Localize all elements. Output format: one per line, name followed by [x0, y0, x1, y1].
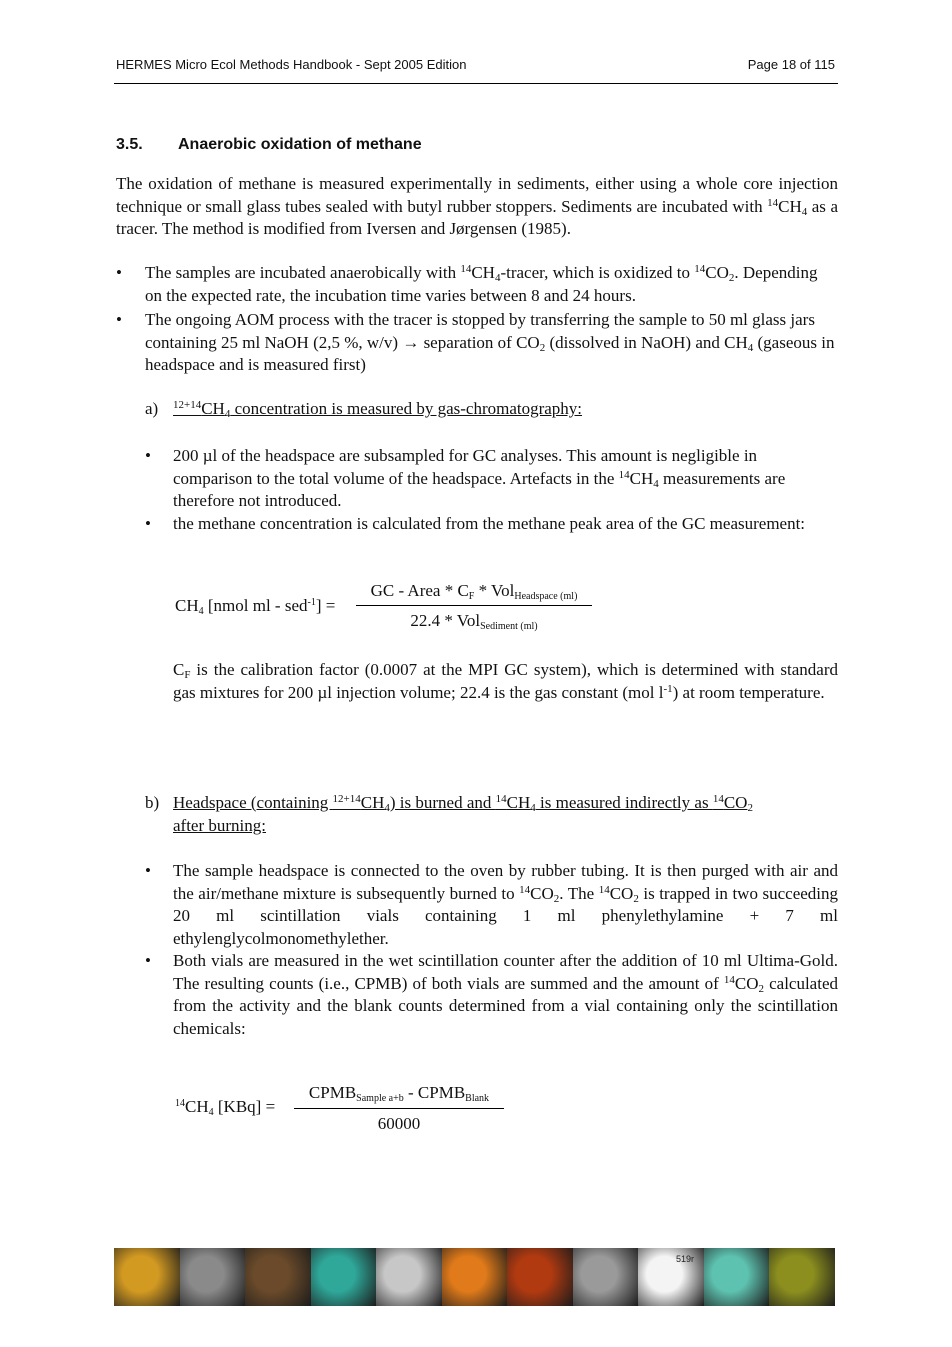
- intro-paragraph: [116, 173, 838, 241]
- bullet-item: [173, 950, 838, 1040]
- text: is the calibration factor (0.0007 at the MPI GC system), which is determined with standard gas mixtures for 200 µl injection volume; 22.4 is the gas constant (mol l: [173, 660, 838, 702]
- footer-image-label: 519r: [676, 1254, 695, 1264]
- sub: 4: [653, 477, 659, 490]
- footer-image-strip: [114, 1248, 835, 1306]
- footer-image-tile: [573, 1248, 639, 1306]
- sup: 12+14: [332, 793, 361, 805]
- text: CO: [734, 973, 759, 993]
- footer-image-tile: [769, 1248, 835, 1306]
- text: is trapped in two succeeding 20 ml scintillation vials containing 1 ml phenylethylamine + 7 ml ethylenglycolmonomethylether.: [173, 883, 839, 948]
- sup: 14: [460, 263, 472, 275]
- bullet-dot: •: [145, 861, 151, 880]
- footer-image-tile: [376, 1248, 442, 1306]
- sub: 2: [539, 341, 546, 354]
- sub: 4: [530, 802, 536, 814]
- text: (dissolved in NaOH) and CH: [545, 332, 748, 352]
- text: ) at room temperature.: [672, 682, 825, 702]
- footer-image-tile: [704, 1248, 770, 1306]
- sub: 2: [747, 802, 753, 814]
- bullet-dot: •: [145, 514, 151, 533]
- sub: 2: [553, 892, 560, 905]
- bullet-item: [145, 309, 838, 377]
- calibration-note: [173, 659, 838, 704]
- formula-b-denominator: 60000: [377, 1114, 421, 1133]
- text: CH: [629, 468, 654, 488]
- text: Headspace (containing: [173, 793, 333, 812]
- formula-b-numerator: [294, 1083, 504, 1103]
- text: after burning:: [173, 815, 266, 835]
- text: 22.4 * Vol: [410, 611, 481, 630]
- text: . Depending on the expected rate, the incubation time varies between 8 and 24 hours.: [145, 263, 818, 305]
- sup: -1: [663, 682, 673, 695]
- bullet-dot: •: [116, 263, 122, 282]
- sub: Headspace (ml): [514, 591, 578, 602]
- text: the methane concentration is calculated from the methane peak area of the GC measurement:: [173, 514, 806, 533]
- text: (gaseous in headspace and is measured first): [145, 332, 835, 374]
- text: CPMB: [308, 1083, 357, 1102]
- text: concentration is measured by gas-chromatography:: [230, 399, 583, 418]
- sup: 12+14: [173, 399, 202, 411]
- text: * Vol: [474, 581, 515, 600]
- sup: 14: [495, 793, 507, 805]
- part-a-heading: [173, 398, 838, 421]
- footer-image-tile: [114, 1248, 180, 1306]
- formula-denominator: [356, 611, 592, 631]
- sub: 2: [728, 272, 735, 284]
- text: CO: [705, 263, 729, 282]
- fraction-bar: [356, 605, 592, 606]
- text: Both vials are measured in the wet scintillation counter after the addition of 10 ml Ultima-Gold. The resulting counts (i.e., CPMB) of both vials are summed and the amount of: [173, 951, 838, 993]
- text: - CPMB: [403, 1083, 466, 1102]
- sup: 14: [723, 973, 735, 986]
- sub: 4: [224, 408, 231, 420]
- sup: 14: [175, 1098, 185, 1109]
- text: CO: [609, 883, 634, 903]
- text: CO: [530, 883, 554, 903]
- footer-image-tile: [311, 1248, 377, 1306]
- sub: Blank: [465, 1093, 490, 1104]
- sub: 4: [198, 606, 204, 617]
- formula-lhs: [175, 596, 335, 616]
- sup: 14: [598, 883, 610, 896]
- text: The sample headspace is connected to the oven by rubber tubing. It is then purged with air and the air/methane mixture is subsequently burned to: [173, 861, 838, 903]
- sub: Sample a+b: [356, 1093, 404, 1104]
- text: CH: [506, 793, 531, 812]
- bullet-dot: •: [116, 310, 122, 329]
- footer-image-tile: [442, 1248, 508, 1306]
- text: calculated from the activity and the blank counts determined from a vial containing only the scintillation chemicals:: [173, 973, 838, 1038]
- text: is measured indirectly as: [535, 793, 713, 812]
- text: CH: [360, 793, 385, 812]
- footer-image-tile: [507, 1248, 573, 1306]
- part-b-heading: [173, 792, 838, 837]
- text: CH: [175, 596, 199, 615]
- sub: Sediment (ml): [480, 621, 538, 632]
- bullet-item: [145, 262, 838, 307]
- intro-text-2: as a tracer. The method is modified from Iversen and Jørgensen (1985).: [116, 196, 838, 238]
- text: 200 µl of the headspace are subsampled for GC analyses. This amount is negligible in comparison to the total volume of the headspace. Artefacts in the: [173, 446, 758, 488]
- text: CH: [185, 1097, 209, 1116]
- page-number: Page 18 of 115: [747, 57, 835, 72]
- intro-text-1: The oxidation of methane is measured experimentally in sediments, either using a whole core injection technique or small glass tubes sealed with butyl rubber stoppers. Sediments are incubated with: [116, 174, 838, 216]
- sub: 2: [758, 982, 764, 995]
- sub: 4: [384, 802, 390, 814]
- sub: F: [468, 591, 475, 602]
- footer-image-tile: [245, 1248, 311, 1306]
- bullet-item: [173, 445, 838, 513]
- sup: 14: [694, 263, 706, 275]
- text: GC - Area * C: [370, 581, 469, 600]
- formula-numerator: [356, 581, 592, 601]
- formula-b-lhs: [175, 1097, 275, 1117]
- text: C: [173, 660, 185, 679]
- text: measurements are therefore not introduced.: [173, 468, 786, 510]
- sup: -1: [307, 597, 316, 608]
- text: The samples are incubated anaerobically with: [145, 263, 461, 282]
- sub: F: [184, 669, 191, 681]
- isotope-label: 14: [767, 196, 779, 209]
- bullet-item: [173, 860, 838, 950]
- sub: 4: [747, 341, 754, 354]
- fraction-bar: [294, 1108, 504, 1109]
- sup: 14: [618, 468, 630, 481]
- bullet-item: [173, 513, 813, 536]
- sup: 14: [712, 793, 724, 805]
- section-title: Anaerobic oxidation of methane: [178, 136, 422, 153]
- text: The ongoing AOM process with the tracer is stopped by transferring the sample to 50 ml glass jars containing 25 ml NaOH (2,5 %, w/v) → separation of CO: [145, 310, 815, 352]
- text: ] =: [315, 596, 336, 615]
- methane-symbol: CH: [778, 196, 802, 216]
- text: [nmol ml - sed: [203, 596, 308, 615]
- footer-image-tile: [180, 1248, 246, 1306]
- text: CH: [471, 263, 495, 282]
- footer-image-tile: [638, 1248, 704, 1306]
- text: -tracer, which is oxidized to: [500, 263, 695, 282]
- bullet-dot: •: [145, 951, 151, 970]
- sup: 14: [519, 883, 531, 896]
- sub: 4: [494, 272, 501, 284]
- text: CH: [201, 399, 225, 418]
- text: . The: [559, 883, 599, 903]
- bullet-dot: •: [145, 446, 151, 465]
- text: [KBq] =: [213, 1097, 276, 1116]
- part-b-label: b): [145, 793, 160, 812]
- part-a-label: a): [145, 399, 159, 418]
- sub: 2: [633, 892, 639, 905]
- text: CO: [723, 793, 748, 812]
- text: ) is burned and: [389, 793, 496, 812]
- subscript: 4: [801, 205, 808, 218]
- section-number: 3.5.: [116, 136, 143, 153]
- header-title: HERMES Micro Ecol Methods Handbook - Sept 2005 Edition: [116, 57, 467, 72]
- sub: 4: [208, 1107, 214, 1118]
- section-heading: [116, 136, 422, 154]
- page-header: [114, 57, 838, 84]
